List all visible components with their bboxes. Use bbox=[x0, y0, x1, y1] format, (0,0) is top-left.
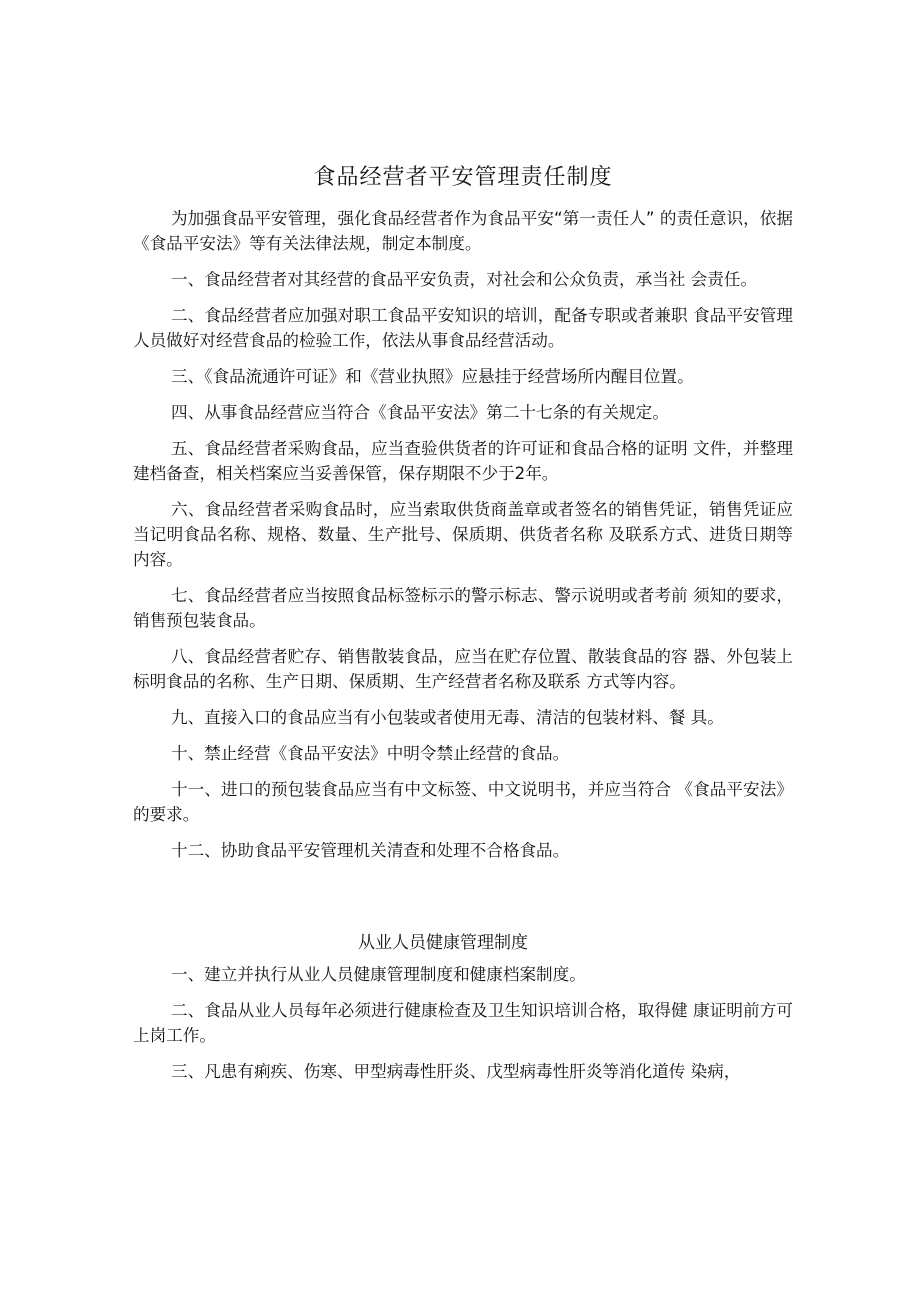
paragraph: 四、从事食品经营应当符合《食品平安法》第二十七条的有关规定。 bbox=[171, 403, 669, 422]
paragraph: 九、直接入口的食品应当有小包装或者使用无毒、清洁的包装材料、餐 具。 bbox=[171, 708, 724, 727]
paragraph: 六、食品经营者采购食品时，应当索取供货商盖章或者签名的销售凭证，销售凭证应当记明食品名称、规格、数量、生产批号、保质期、供货者名称 及联系方式、进货日期等内容。 bbox=[133, 500, 793, 569]
paragraph: 五、食品经营者采购食品，应当查验供货者的许可证和食品合格的证明 文件，并整理建档备查，相关档案应当妥善保管，保存期限不少于2年。 bbox=[133, 439, 793, 483]
paragraph: 八、食品经营者贮存、销售散装食品，应当在贮存位置、散装食品的容 器、外包装上标明食品的名称、生产日期、保质期、生产经营者名称及联系 方式等内容。 bbox=[133, 647, 793, 691]
section1-title: 食品经营者平安管理责任制度 bbox=[313, 165, 613, 190]
paragraph: 十一、进口的预包装食品应当有中文标签、中文说明书，并应当符合 《食品平安法》的要求。 bbox=[133, 780, 793, 824]
paragraph: 二、食品经营者应加强对职工食品平安知识的培训，配备专职或者兼职 食品平安管理人员做好对经营食品的检验工作，依法从事食品经营活动。 bbox=[133, 306, 793, 350]
paragraph: 为加强食品平安管理，强化食品经营者作为食品平安“第一责任人” 的责任意识，依据《食品平安法》等有关法律法规，制定本制度。 bbox=[133, 209, 793, 253]
section2-content bbox=[133, 962, 793, 1095]
section1-content bbox=[133, 206, 793, 874]
paragraph: 二、食品从业人员每年必须进行健康检查及卫生知识培训合格，取得健 康证明前方可上岗工作。 bbox=[133, 1001, 793, 1045]
paragraph: 一、食品经营者对其经营的食品平安负责，对社会和公众负责，承当社 会责任。 bbox=[171, 270, 758, 289]
paragraph: 三、凡患有痢疾、伤寒、甲型病毒性肝炎、戊型病毒性肝炎等消化道传 染病， bbox=[171, 1062, 741, 1081]
paragraph: 三、《食品流通许可证》和《营业执照》应悬挂于经营场所内醒目位置。 bbox=[171, 367, 694, 386]
paragraph: 一、建立并执行从业人员健康管理制度和健康档案制度。 bbox=[171, 965, 586, 984]
paragraph: 七、食品经营者应当按照食品标签标示的警示标志、警示说明或者考前 须知的要求，销售预包装食品。 bbox=[133, 586, 793, 630]
section2-title: 从业人员健康管理制度 bbox=[358, 933, 528, 953]
paragraph: 十、禁止经营《食品平安法》中明令禁止经营的食品。 bbox=[171, 744, 570, 763]
paragraph: 十二、协助食品平安管理机关清查和处理不合格食品。 bbox=[171, 841, 570, 860]
